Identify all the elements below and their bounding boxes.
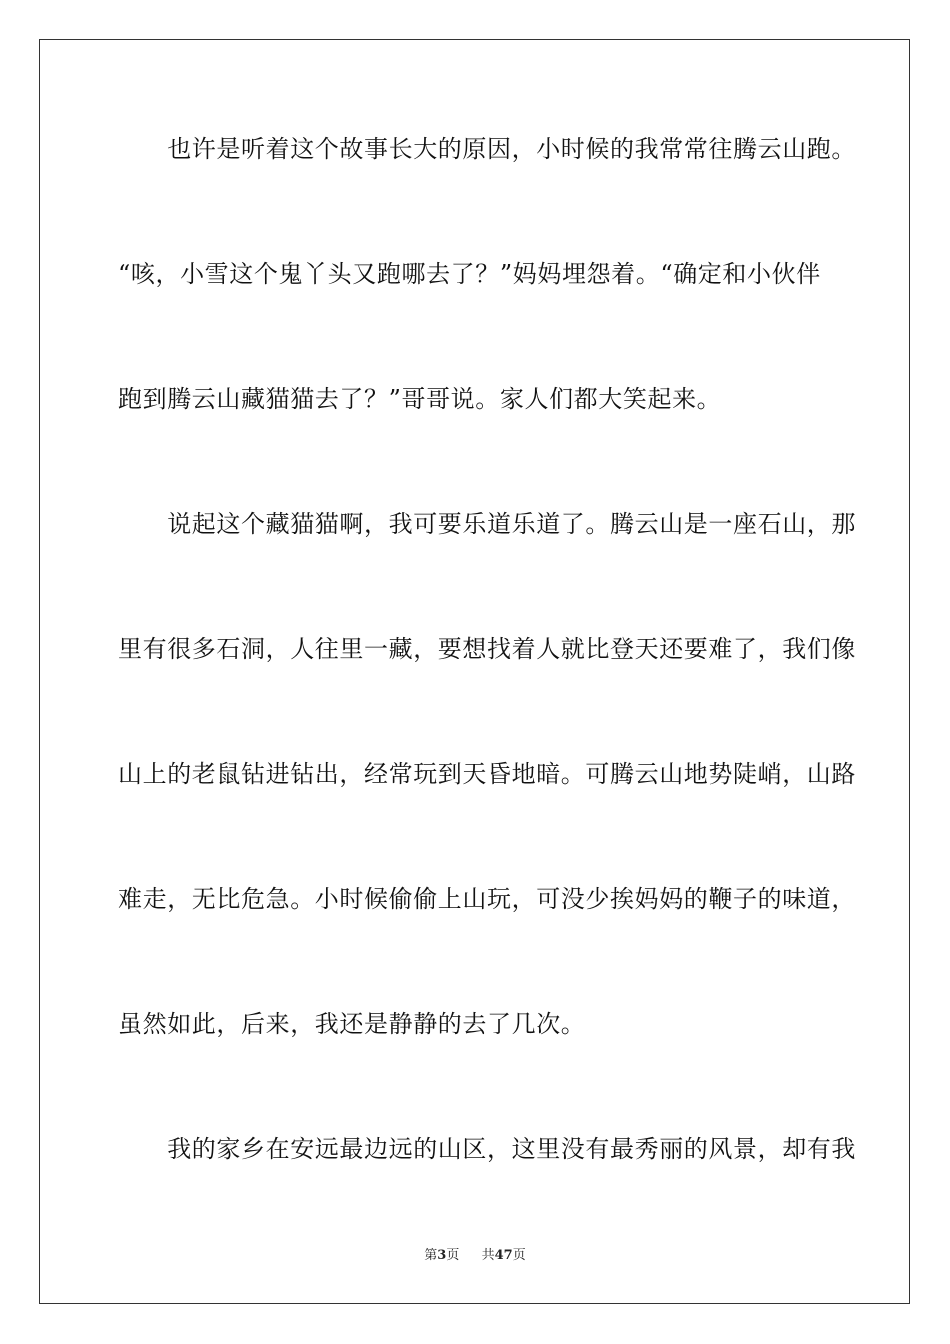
page-footer [0, 1247, 950, 1265]
total-pages-label: 共47页 [481, 1248, 526, 1263]
text-line-4: 说起这个藏猫猫啊，我可要乐道乐道了。腾云山是一座石山，那 [118, 510, 856, 538]
page-border [39, 39, 910, 1304]
text-line-5: 里有很多石洞，人往里一藏，要想找着人就比登天还要难了，我们像 [118, 635, 856, 663]
text-line-2: “咳，小雪这个鬼丫头又跑哪去了？”妈妈埋怨着。“确定和小伙伴 [118, 260, 821, 288]
text-line-9: 我的家乡在安远最边远的山区，这里没有最秀丽的风景，却有我 [118, 1135, 856, 1163]
text-line-7: 难走，无比危急。小时候偷偷上山玩，可没少挨妈妈的鞭子的味道， [118, 885, 856, 913]
text-line-8: 虽然如此，后来，我还是静静的去了几次。 [118, 1010, 586, 1038]
text-line-3: 跑到腾云山藏猫猫去了？”哥哥说。家人们都大笑起来。 [118, 385, 722, 413]
text-line-6: 山上的老鼠钻进钻出，经常玩到天昏地暗。可腾云山地势陡峭，山路 [118, 760, 856, 788]
text-line-1: 也许是听着这个故事长大的原因，小时候的我常常往腾云山跑。 [118, 135, 856, 163]
page-label: 第3页 [424, 1248, 460, 1263]
